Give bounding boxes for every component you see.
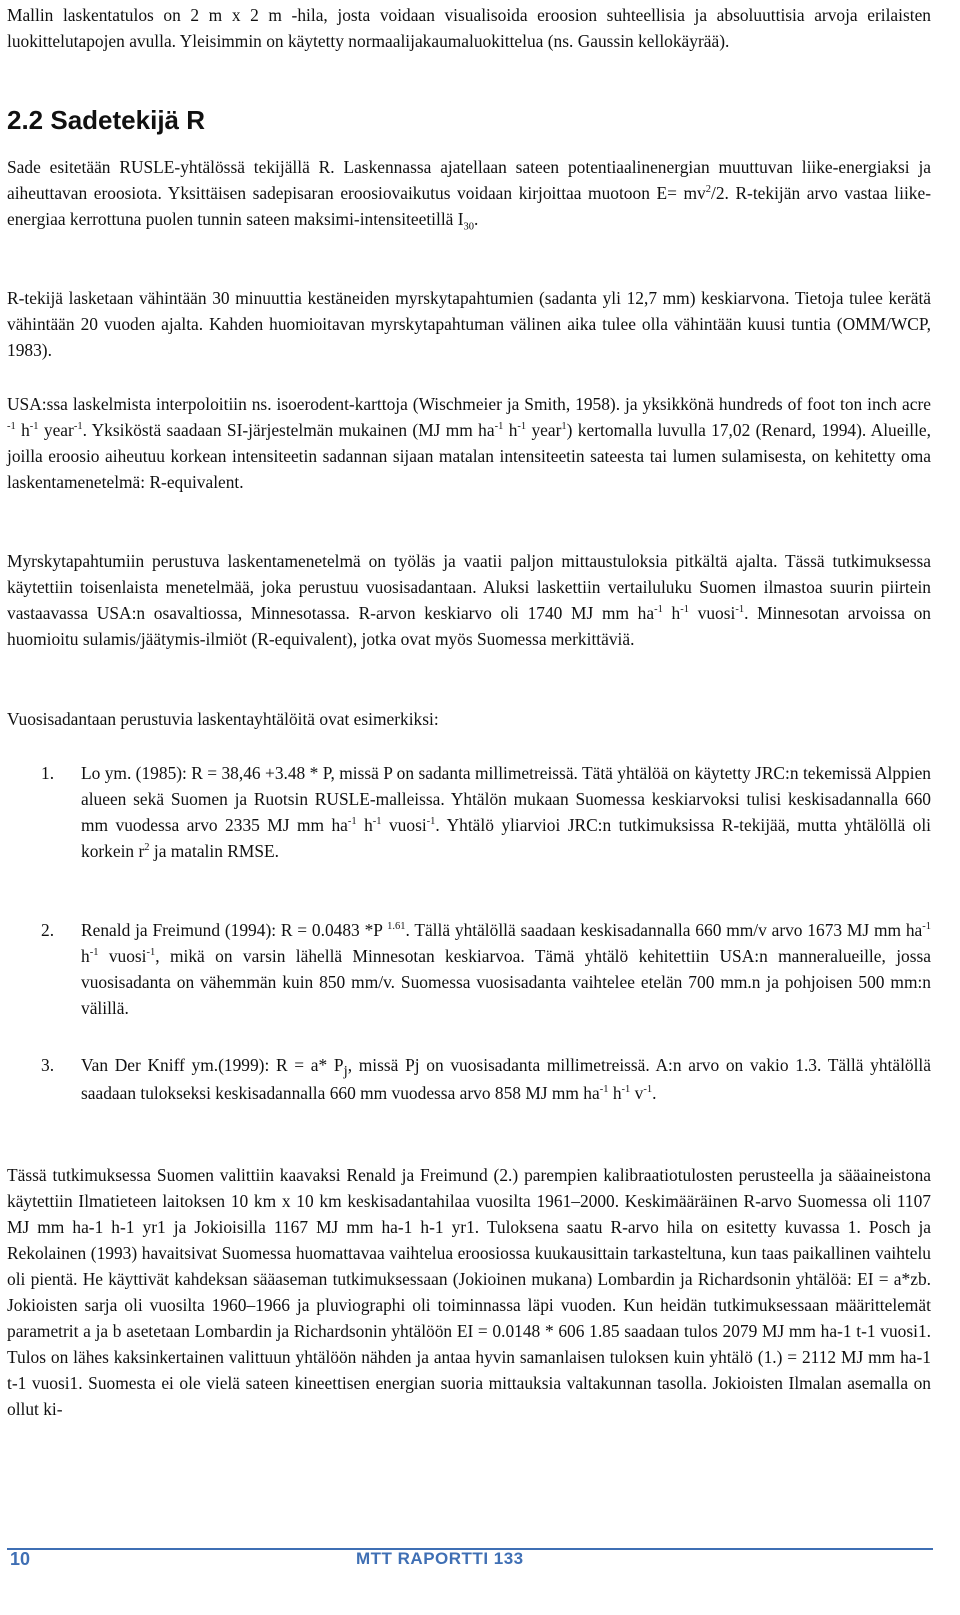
rain-factor-paragraph: Sade esitetään RUSLE-yhtälössä tekijällä R. Laskennassa ajatellaan sateen potentiaalinenergian muuttuvan liike-energiaksi ja aiheuttavan eroosiota. Yksittäisen sadepisaran eroosiovaikutus voidaan kirjoittaa muotoon $E= mv^2/2$. R-tekijän arvo vastaa liike-energiaa kerrottuna puolen tunnin sateen maksimi-intensiteetillä $I_{30}$. — [7, 157, 931, 233]
section-heading: 2.2 Sadetekijä R — [7, 105, 205, 135]
list-number: 2. — [41, 920, 55, 940]
list-item: 2. Renald ja Freimund (1994): R = 0.0483 *P $^{1.61}$. Tällä yhtälöllä saadaan keskisadannalla 660 mm/v arvo 1673 MJ mm $ha^{-1}$ $h^{-1}$ vuosi$^{-1}$, mikä on varsin lähellä Minnesotan keskiarvoa. Tämä yhtälö kehitettiin USA:n manneralueille, jossa vuosisadanta on vähemmän kuin 850 mm/v. Suomessa vuosisadanta vaihtelee etelän 700 mm.n ja pohjoisen 500 mm:n välillä. — [7, 917, 931, 1021]
list-item: 3. Van Der Kniff ym.(1999): R = a* $P_j$, missä Pj on vuosisadanta millimetreissä. A:n arvo on vakio 1.3. Tällä yhtälöllä saadaan tulokseksi keskisadannalla 660 mm vuodessa arvo 858 MJ mm $ha^{-1}$ $h^{-1}$ $v^{-1}$. — [7, 1051, 931, 1107]
storm-paragraph: R-tekijä lasketaan vähintään 30 minuuttia kestäneiden myrskytapahtumien (sadanta yli 12,7 mm) keskiarvona. Tietoja tulee kerätä vähintään 20 vuoden ajalta. Kahden huomioitavan myrskytapahtuman välinen aika tulee olla vähintään kuusi tuntia (OMM/WCP, 1983). — [7, 288, 931, 360]
intro-paragraph: Mallin laskentatulos on 2 m x 2 m -hila, josta voidaan visualisoida eroosion suhteellisia ja absoluuttisia arvoja erilaisten luokittelutapojen avulla. Yleisimmin on käytetty normaalijakaumaluokittelua (ns. Gaussin kellokäyrää). — [7, 5, 931, 51]
footer-title: MTT RAPORTTI 133 — [356, 1549, 524, 1568]
list-number: 1. — [41, 763, 55, 783]
equations-intro: Vuosisadantaan perustuvia laskentayhtälöitä ovat esimerkiksi: — [7, 709, 439, 729]
method-paragraph: Myrskytapahtumiin perustuva laskentamenetelmä on työläs ja vaatii paljon mittaustuloksia pitkältä ajalta. Tässä tutkimuksessa käytettiin toisenlaista menetelmää, joka perustuu vuosisadantaan. Aluksi laskettiin vertailuluku Suomen ilmastoa suurin piirtein vastaavassa USA:n osavaltiossa, Minnesotassa. R-arvon keskiarvo oli 1740 MJ mm $ha^{-1}$ $h^{-1}$ vuosi$^{-1}$. Minnesotan arvoissa on huomioitu sulamis/jäätymis-ilmiöt (R-equivalent), jotka ovat myös Suomessa merkittäviä. — [7, 551, 931, 649]
study-paragraph: Tässä tutkimuksessa Suomen valittiin kaavaksi Renald ja Freimund (2.) parempien kalibraatiotulosten perusteella ja sääaineistona käytettiin Ilmatieteen laitoksen 10 km x 10 km keskisadantahilaa vuosilta 1961–2000. Keskimääräinen R-arvo Suomessa oli 1107 MJ mm ha-1 h-1 yr1 ja Jokioisilla 1167 MJ mm ha-1 h-1 yr1. Tuloksena saatu R-arvo hila on esitetty kuvassa 1. Posch ja Rekolainen (1993) havaitsivat Suomessa huomattavaa vaihtelua eroosiossa kuukausittain tarkasteltuna, kun taas paikallinen vaihtelu oli pientä. He käyttivät kahdeksan sääaseman tutkimuksessaan (Jokioinen mukana) Lombardin ja Richardsonin yhtälöä: EI = a*zb. Jokioisten sarja oli vuosilta 1960–1966 ja pluviographi oli toiminnassa läpi vuoden. Kun heidän tutkimuksessaan määrittelemät parametrit a ja b asetetaan Lombardin ja Richardsonin yhtälöön EI = 0.0148 * 606 1.85 saadaan tulos 2079 MJ mm ha-1 t-1 vuosi1. Tulos on lähes kaksinkertainen valittuun yhtälöön nähden ja antaa hyvin samanlaisen tuloksen kuin yhtälö (1.) = 2112 MJ mm ha-1 t-1 vuosi1. Suomesta ei ole vielä sateen kineettisen energian suoria mittauksia valtakunnan tasolla. Jokioisten Ilmalan asemalla on ollut ki- — [7, 1165, 931, 1419]
list-number: 3. — [41, 1055, 55, 1075]
list-item: 1. Lo ym. (1985): R = 38,46 +3.48 * P, missä P on sadanta millimetreissä. Tätä yhtälöä on käytetty JRC:n tekemissä Alppien alueen sekä Suomen ja Ruotsin RUSLE-malleissa. Yhtälön mukaan Suomessa keskiarvoksi tulisi keskisadannalla 660 mm vuodessa arvo 2335 MJ mm $ha^{-1}$ $h^{-1}$ vuosi$^{-1}$. Yhtälö yliarvioi JRC:n tutkimuksissa R-tekijää, mutta yhtälöllä oli korkein $r^2$ ja matalin RMSE. — [7, 760, 931, 864]
usa-paragraph: USA:ssa laskelmista interpoloitiin ns. isoerodent-karttoja (Wischmeier ja Smith, 1958). ja yksikkönä hundreds of foot ton inch acre $^{-1}$ $h^{-1}$ year$^{-1}$. Yksiköstä saadaan SI-järjestelmän mukainen (MJ mm $ha^{-1}$ $h^{-1}$ year$^1$) kertomalla luvulla 17,02 (Renard, 1994). Alueille, joilla eroosio aiheutuu korkean intensiteetin sadannan sijaan matalan intensiteetin sateesta tai lumen sulamisesta, on kehitetty oma laskentamenetelmä: R-equivalent. — [7, 394, 931, 492]
page-number: 10 — [10, 1549, 31, 1569]
